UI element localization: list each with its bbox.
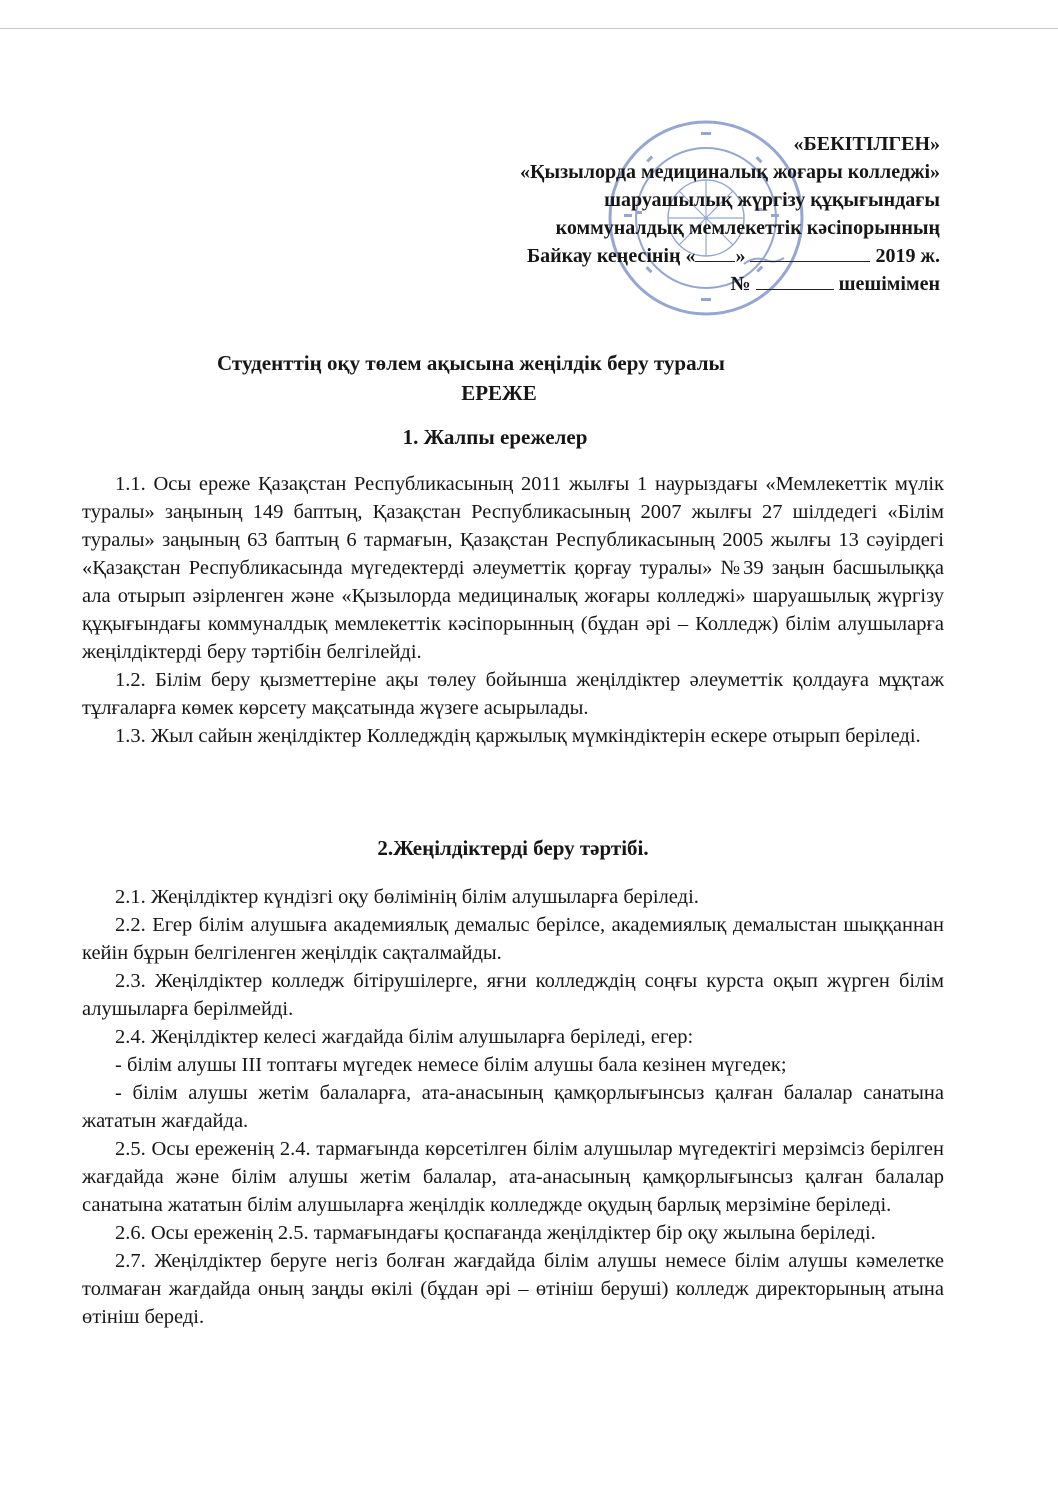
approval-line-6-suffix: шешімімен <box>838 273 940 295</box>
approval-line-5-prefix: Байкау кеңесінің « <box>526 245 696 267</box>
approval-line-5-suffix: 2019 ж. <box>875 245 940 267</box>
list-item-2: - білім алушы жетім балаларға, ата-анасының қамқорлығынсыз қалған балалар санатына жататын жағдайда. <box>82 1082 944 1132</box>
approval-line-5 <box>520 242 940 270</box>
scan-edge-line <box>0 28 1058 29</box>
section-1-body <box>82 470 944 750</box>
approval-line-6-prefix: № <box>730 273 751 295</box>
paragraph-2-5: 2.5. Осы ереженің 2.4. тармағында көрсетілген білім алушылар мүгедектігі мерзімсіз берілген жағдайда және білім алушы жетім балалар, ата-анасының қамқорлығынсыз қалған балалар санатына жататын білім алушыларға жеңілдік колледжде оқудың барлық мерзіміне беріледі. <box>82 1138 944 1216</box>
approval-line-1: «БЕКІТІЛГЕН» <box>793 133 940 155</box>
document-heading: Студенттің оқу төлем ақысына жеңілдік беру туралы <box>217 351 725 375</box>
paragraph-2-7: 2.7. Жеңілдіктер беруге негіз болған жағдайда білім алушы немесе білім алушы кәмелетке толмаған жағдайда оның заңды өкілі (бұдан әрі – өтініш беруші) колледж директорының атына өтініш береді. <box>82 1250 944 1328</box>
approval-line-3: шаруашылық жүргізу құқығындағы <box>604 189 940 211</box>
section-2-title: 2.Жеңілдіктерді беру тәртібі. <box>377 836 649 860</box>
number-blank <box>756 271 834 290</box>
approval-line-4: коммуналдық мемлекеттік кәсіпорынның <box>555 217 940 239</box>
section-2-body <box>82 883 944 1331</box>
approval-line-5-mid: » <box>735 245 746 267</box>
approval-block <box>520 130 940 298</box>
paragraph-1-3: 1.3. Жыл сайын жеңілдіктер Колледждің қаржылық мүмкіндіктерін ескере отырып беріледі. <box>115 725 921 747</box>
paragraph-2-4: 2.4. Жеңілдіктер келесі жағдайда білім алушыларға беріледі, егер: <box>115 1026 694 1048</box>
list-item-1: - білім алушы III топтағы мүгедек немесе білім алушы бала кезінен мүгедек; <box>115 1054 787 1076</box>
paragraph-2-1: 2.1. Жеңілдіктер күндізгі оқу бөлімінің білім алушыларға беріледі. <box>115 886 699 908</box>
section-1-title: 1. Жалпы ережелер <box>402 425 588 449</box>
paragraph-1-1: 1.1. Осы ереже Қазақстан Республикасының 2011 жылғы 1 наурыздағы «Мемлекеттік мүлік туралы» заңының 149 баптың, Қазақстан Республикасының 2007 жылғы 27 шілдедегі «Білім туралы» заңының 63 баптың 6 тармағын, Қазақстан Республикасының 2005 жылғы 13 сәуірдегі «Қазақстан Республикасында мүгедектерді әлеуметтік қорғау туралы» №39 заңын басшылыққа ала отырып әзірленген және «Қызылорда медициналық жоғары колледжі» шаруашылық жүргізу құқығындағы коммуналдық мемлекеттік кәсіпорынның (бұдан әрі – Колледж) білім алушыларға жеңілдіктерді беру тәртібін белгілейді. <box>82 473 944 663</box>
month-blank <box>750 243 870 262</box>
paragraph-2-6: 2.6. Осы ереженің 2.5. тармағындағы қоспағанда жеңілдіктер бір оқу жылына беріледі. <box>115 1222 876 1244</box>
approval-line-2: «Қызылорда медициналық жоғары колледжі» <box>520 161 940 183</box>
paragraph-1-2: 1.2. Білім беру қызметтеріне ақы төлеу бойынша жеңілдіктер әлеуметтік қолдауға мұқтаж тұлғаларға көмек көрсету мақсатында жүзеге асырылады. <box>82 669 944 719</box>
day-blank <box>695 243 735 262</box>
approval-line-6 <box>520 270 940 298</box>
document-title: ЕРЕЖЕ <box>461 381 537 405</box>
paragraph-2-2: 2.2. Егер білім алушыға академиялық демалыс берілсе, академиялық демалыстан шыққаннан кейін бұрын белгіленген жеңілдік сақталмайды. <box>82 914 944 964</box>
paragraph-2-3: 2.3. Жеңілдіктер колледж бітірушілерге, яғни колледждің соңғы курста оқып жүрген білім алушыларға берілмейді. <box>82 970 944 1020</box>
